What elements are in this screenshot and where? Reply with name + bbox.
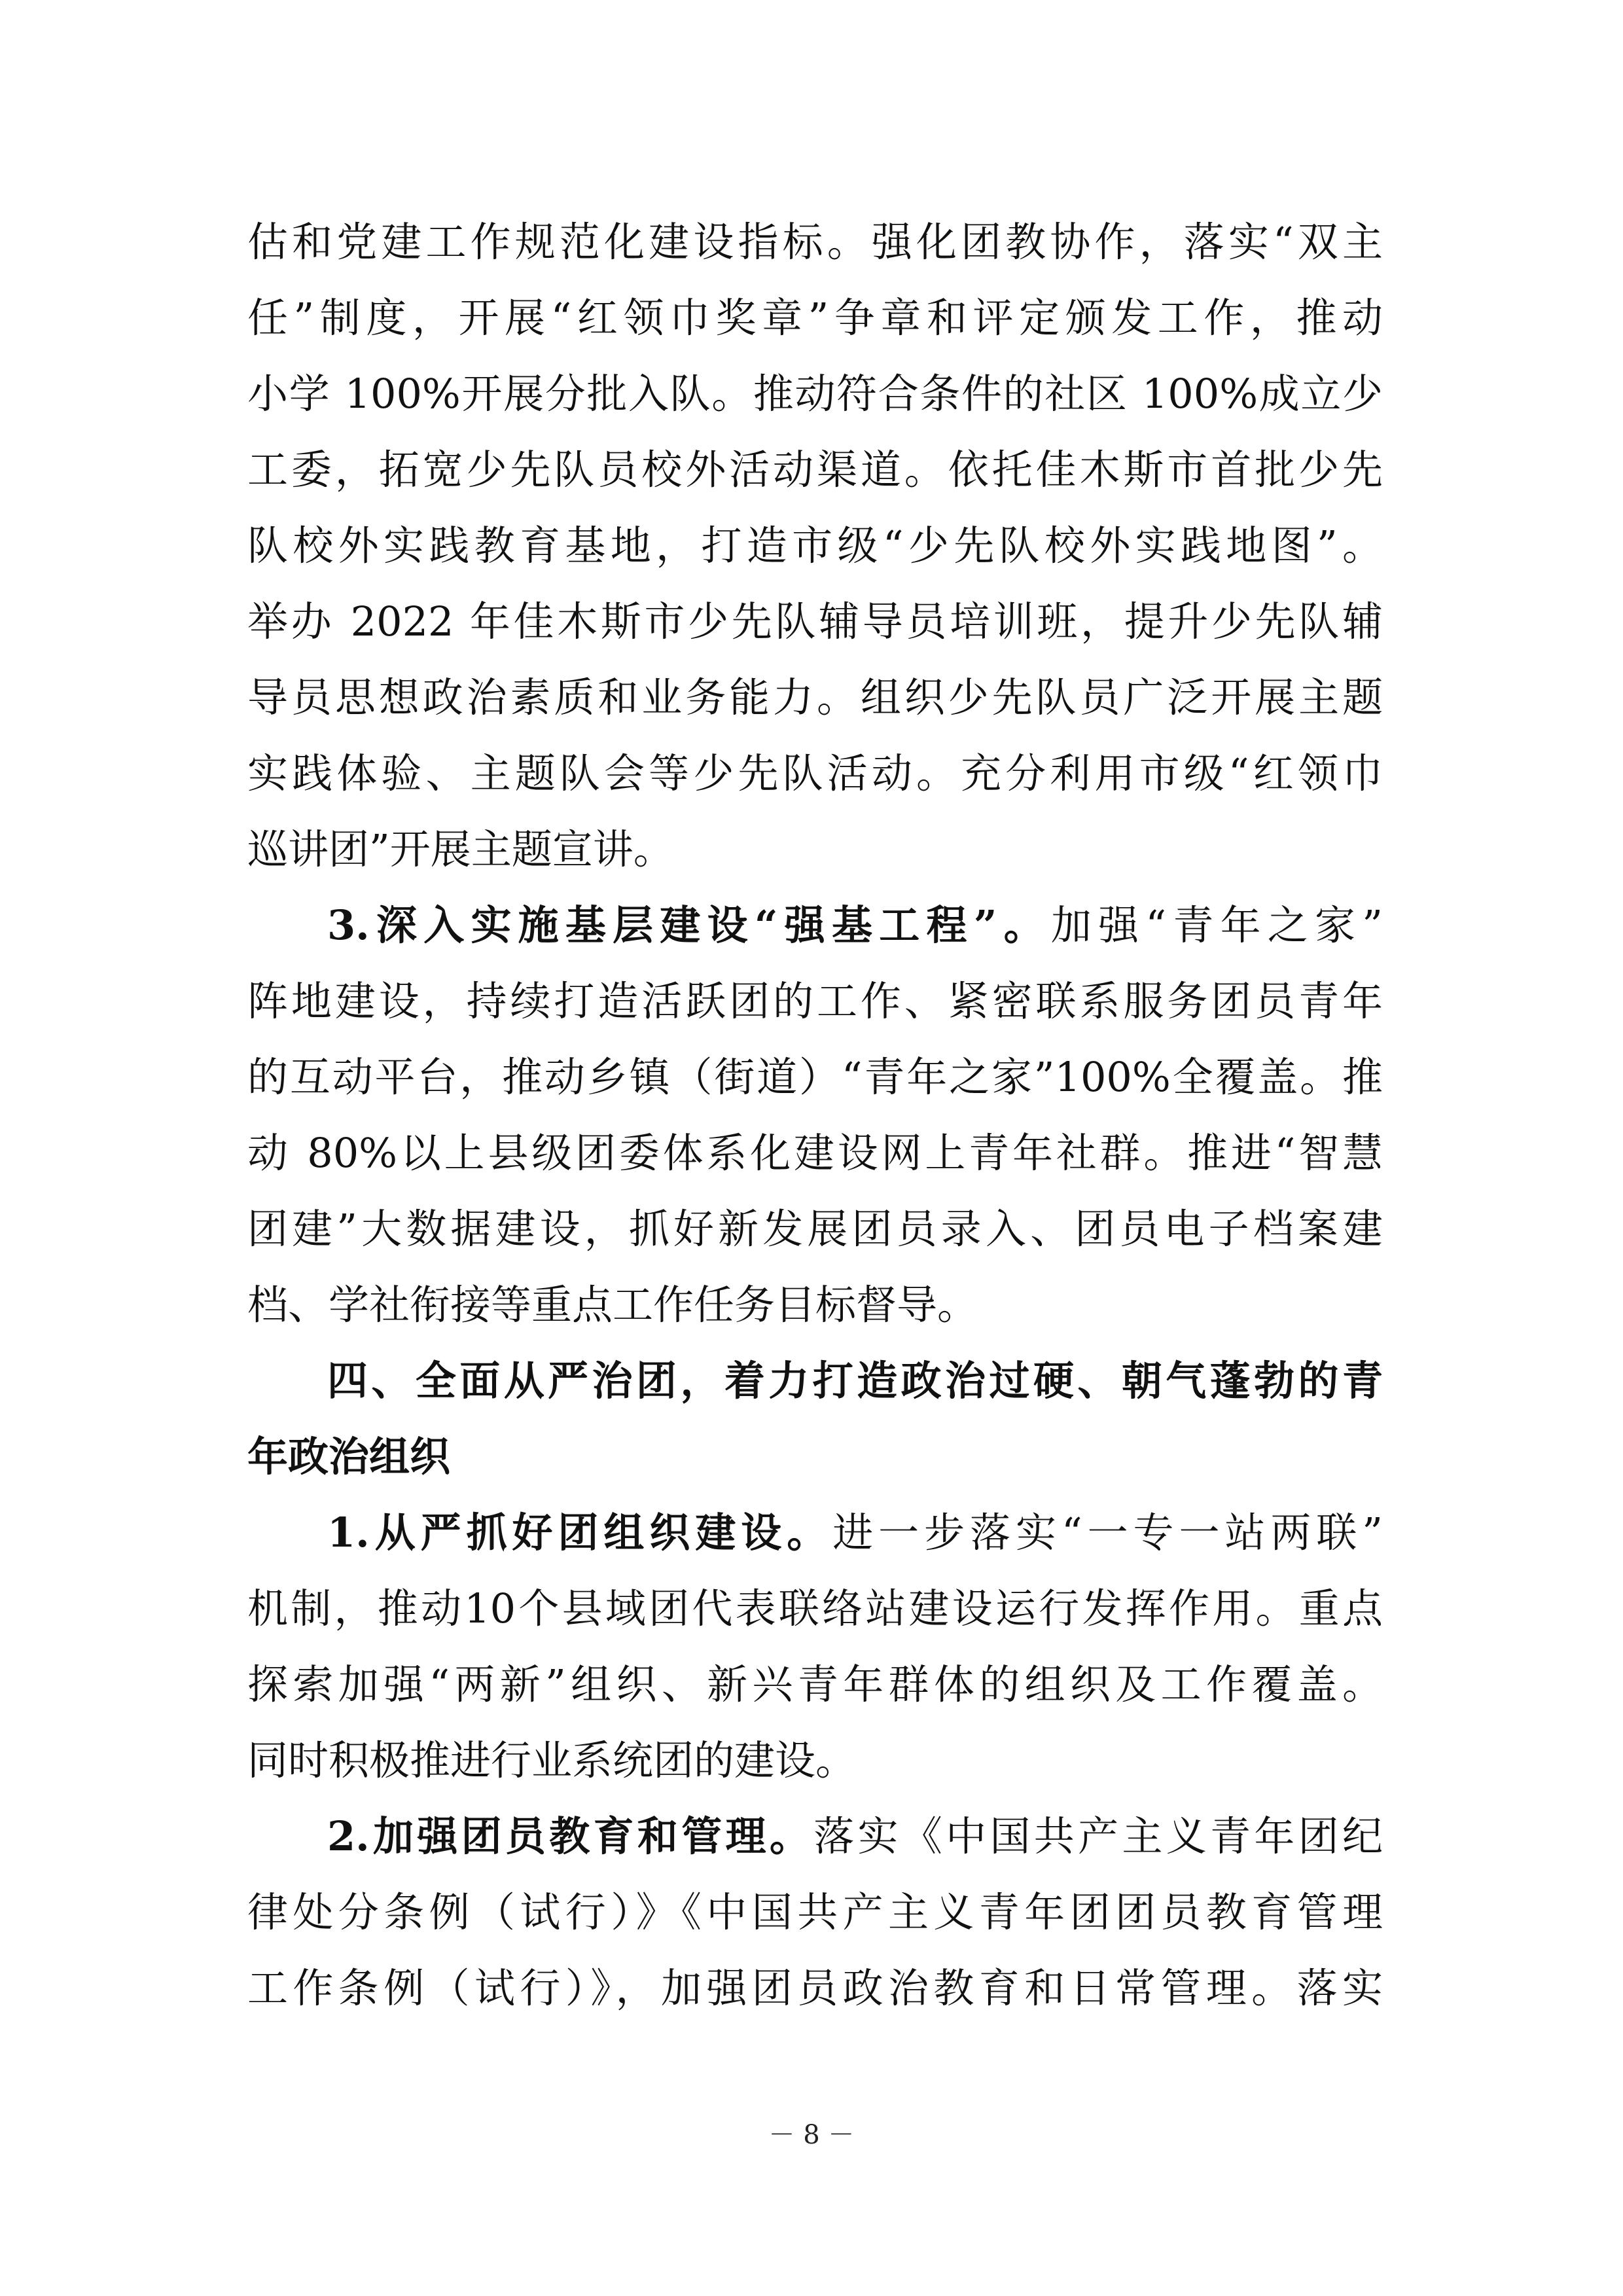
text-line: 估和党建工作规范化建设指标。强化团教协作，落实“双主 (247, 218, 1383, 266)
page-number: － 8 － (768, 2120, 855, 2150)
section-heading: 四、全面从严治团，着力打造政治过硬、朝气蓬勃的青 (327, 1357, 1383, 1405)
text-line: 实践体验、主题队会等少先队活动。充分利用市级“红领巾 (247, 749, 1383, 797)
text-line: 工委，拓宽少先队员校外活动渠道。依托佳木斯市首批少先 (247, 446, 1383, 493)
text-line: 探索加强“两新”组织、新兴青年群体的组织及工作覆盖。 (247, 1660, 1383, 1708)
text-line: 律处分条例（试行）》《中国共产主义青年团团员教育管理 (247, 1888, 1383, 1936)
text-line: 巡讲团”开展主题宣讲。 (247, 825, 674, 873)
paragraph-heading: 3.深入实施基层建设“强基工程”。 (327, 901, 1051, 949)
paragraph-heading: 2.加强团员教育和管理。 (327, 1812, 814, 1860)
paragraph-lead-line (327, 888, 1383, 963)
text-line: 小学 100%开展分批入队。推动符合条件的社区 100%成立少 (247, 370, 1383, 418)
text-line: 举办 2022 年佳木斯市少先队辅导员培训班，提升少先队辅 (247, 598, 1383, 645)
text-line: 动 80%以上县级团委体系化建设网上青年社群。推进“智慧 (247, 1129, 1383, 1177)
text-line: 任”制度，开展“红领巾奖章”争章和评定颁发工作，推动 (247, 294, 1383, 342)
paragraph-lead-line (327, 1495, 1383, 1571)
text-line: 阵地建设，持续打造活跃团的工作、紧密联系服务团员青年 (247, 977, 1383, 1025)
text-line: 团建”大数据建设，抓好新发展团员录入、团员电子档案建 (247, 1205, 1383, 1253)
paragraph-lead-line (327, 1799, 1383, 1874)
paragraph-text: 进一步落实“一专一站两联” (832, 1509, 1383, 1556)
paragraph-text: 加强“青年之家” (1050, 901, 1383, 949)
text-line: 队校外实践教育基地，打造市级“少先队校外实践地图”。 (247, 522, 1383, 569)
text-line: 机制，推动10个县域团代表联络站建设运行发挥作用。重点 (247, 1585, 1383, 1632)
text-line: 工作条例（试行）》，加强团员政治教育和日常管理。落实 (247, 1964, 1383, 2012)
text-line: 档、学社衔接等重点工作任务目标督导。 (247, 1281, 978, 1329)
paragraph-text: 落实《中国共产主义青年团纪 (813, 1812, 1383, 1860)
text-line: 同时积极推进行业系统团的建设。 (247, 1736, 857, 1784)
text-line: 的互动平台，推动乡镇（街道）“青年之家”100%全覆盖。推 (247, 1053, 1383, 1101)
section-heading-continued: 年政治组织 (247, 1433, 451, 1480)
paragraph-heading: 1.从严抓好团组织建设。 (327, 1509, 833, 1556)
text-line: 导员思想政治素质和业务能力。组织少先队员广泛开展主题 (247, 673, 1383, 721)
